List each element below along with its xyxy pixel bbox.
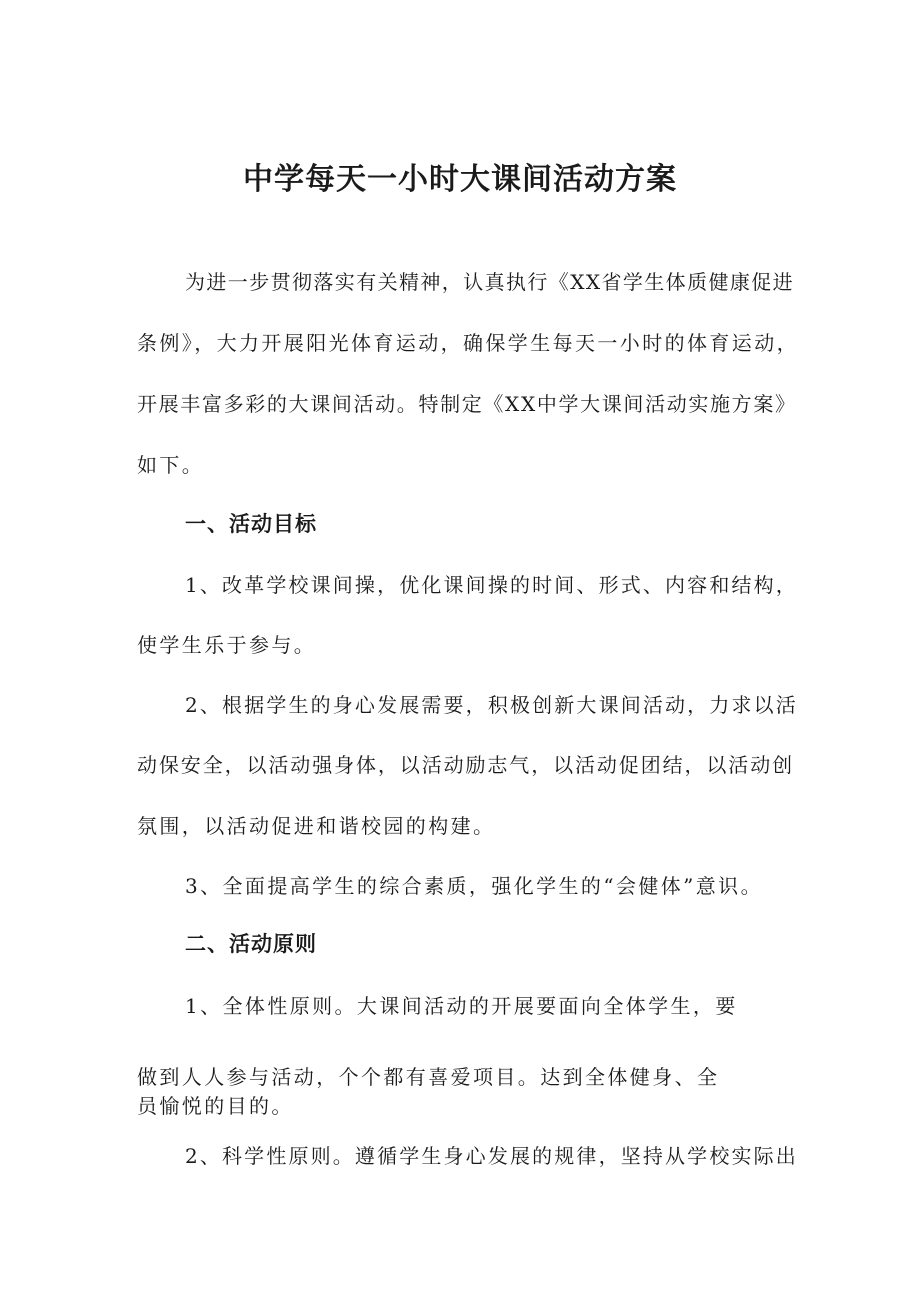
principle-1-line-1: 1、全体性原则。大课间活动的开展要面向全体学生，要	[185, 994, 738, 1018]
section-heading-principles: 二、活动原则	[185, 932, 317, 956]
goal-2-line-1: 2、根据学生的身心发展需要，积极创新大课间活动，力求以活	[185, 693, 798, 717]
principle-1-line-2: 做到人人参与活动，个个都有喜爱项目。达到全体健身、全	[137, 1065, 720, 1089]
goal-2-line-2: 动保安全，以活动强身体，以活动励志气，以活动促团结，以活动创	[137, 753, 794, 777]
principle-2-line-1: 2、科学性原则。遵循学生身心发展的规律，坚持从学校实际出	[185, 1144, 798, 1168]
principle-1-line-3: 员愉悦的目的。	[137, 1094, 294, 1118]
intro-line-3: 开展丰富多彩的大课间活动。特制定《XX中学大课间活动实施方案》	[137, 392, 797, 416]
intro-line-2: 条例》，大力开展阳光体育运动，确保学生每天一小时的体育运动，	[137, 331, 799, 355]
goal-1-line-1: 1、改革学校课间操，优化课间操的时间、形式、内容和结构，	[185, 573, 798, 597]
intro-line-1: 为进一步贯彻落实有关精神，认真执行《XX省学生体质健康促进	[185, 270, 795, 294]
goal-1-line-2: 使学生乐于参与。	[137, 633, 317, 657]
goal-2-line-3: 氛围，以活动促进和谐校园的构建。	[137, 814, 496, 838]
document-title: 中学每天一小时大课间活动方案	[243, 162, 677, 197]
section-heading-goals: 一、活动目标	[185, 512, 317, 536]
goal-3-line-1: 3、全面提高学生的综合素质，强化学生的“会健体”意识。	[185, 874, 763, 898]
intro-line-4: 如下。	[137, 453, 205, 477]
